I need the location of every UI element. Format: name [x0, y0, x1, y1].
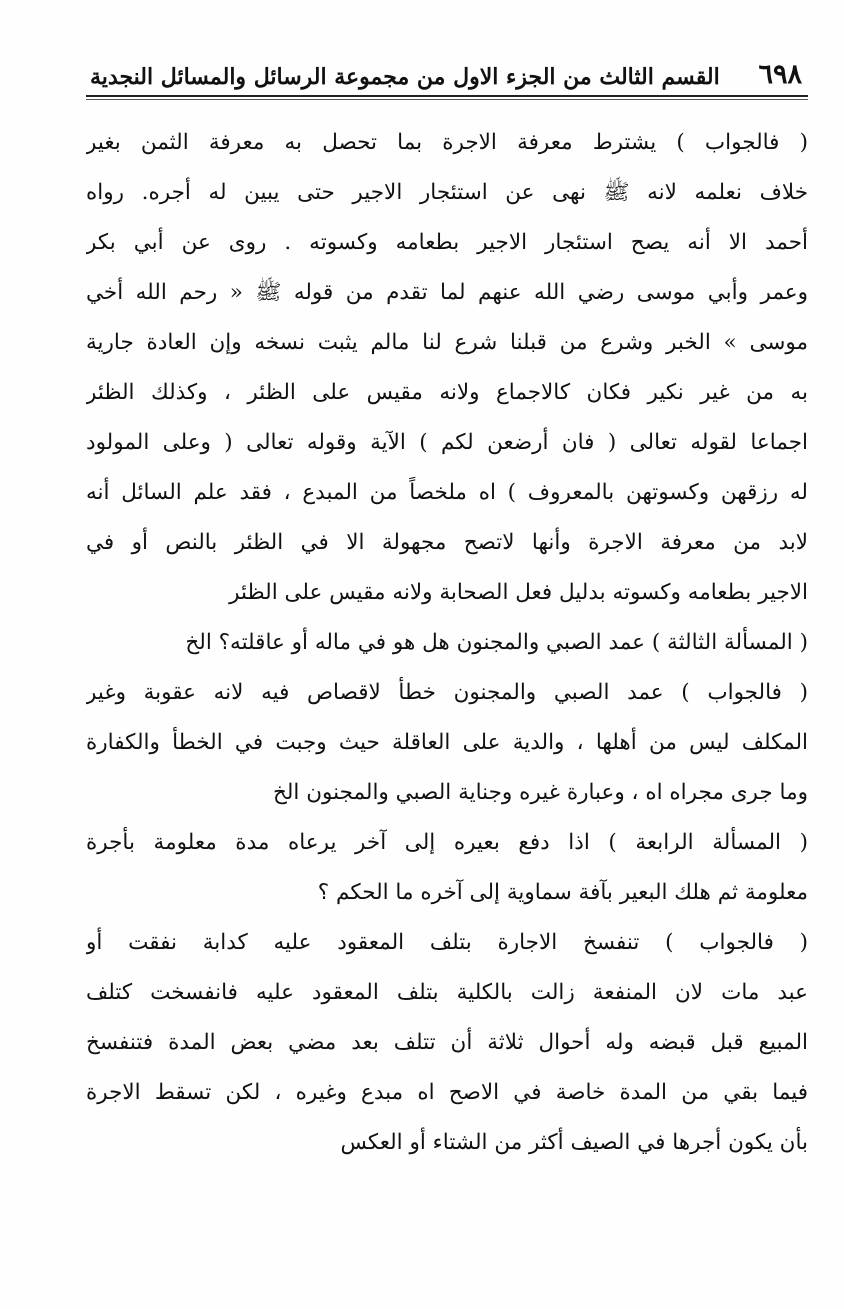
- text-line: له رزقهن وكسوتهن بالمعروف ) اه ملخصاً من المبدع ، فقد علم السائل أنه: [86, 480, 808, 505]
- text-line: عبد مات لان المنفعة زالت بالكلية بتلف المعقود عليه فانفسخت كتلف: [86, 980, 808, 1005]
- text-line: ( فالجواب ) عمد الصبي والمجنون خطأ لاقصاص فيه لانه عقوبة وغير: [86, 680, 808, 705]
- text-line: وعمر وأبي موسى رضي الله عنهم لما تقدم من قوله ﷺ « رحم الله أخي: [86, 280, 808, 305]
- text-line: لابد من معرفة الاجرة وأنها لاتصح مجهولة الا في الظئر بالنص أو في: [86, 530, 808, 555]
- text-line: اجماعا لقوله تعالى ( فان أرضعن لكم ) الآية وقوله تعالى ( وعلى المولود: [86, 430, 808, 455]
- page-number: ٦٩٨: [758, 59, 802, 90]
- question-heading: ( المسألة الثالثة ) عمد الصبي والمجنون هل هو في ماله أو عاقلته؟ الخ: [185, 630, 808, 655]
- text-line: المكلف ليس من أهلها ، والدية على العاقلة حيث وجبت في الخطأ والكفارة: [86, 730, 808, 755]
- page-header: [90, 48, 802, 90]
- header-rule: [86, 95, 808, 97]
- text-line: بأن يكون أجرها في الصيف أكثر من الشتاء أو العكس: [340, 1130, 808, 1155]
- question-heading: ( المسألة الرابعة ) اذا دفع بعيره إلى آخر يرعاه مدة معلومة بأجرة: [86, 830, 808, 855]
- text-line: فيما بقي من المدة خاصة في الاصح اه مبدع وغيره ، لكن تسقط الاجرة: [86, 1080, 808, 1105]
- text-line: أحمد الا أنه يصح استئجار الاجير بطعامه وكسوته . روى عن أبي بكر: [86, 230, 808, 255]
- text-line: موسى » الخبر وشرع من قبلنا شرع لنا مالم يثبت نسخه وإن العادة جارية: [86, 330, 808, 355]
- text-line: ( فالجواب ) تنفسخ الاجارة بتلف المعقود عليه كدابة نفقت أو: [86, 930, 808, 955]
- header-rule-thin: [86, 99, 808, 100]
- text-line: وما جرى مجراه اه ، وعبارة غيره وجناية الصبي والمجنون الخ: [272, 780, 808, 805]
- text-line: ( فالجواب ) يشترط معرفة الاجرة بما تحصل به معرفة الثمن بغير: [86, 130, 808, 155]
- running-title: القسم الثالث من الجزء الاول من مجموعة الرسائل والمسائل النجدية: [90, 64, 720, 90]
- text-line: معلومة ثم هلك البعير بآفة سماوية إلى آخره ما الحكم ؟: [317, 880, 808, 905]
- text-line: المبيع قبل قبضه وله أحوال ثلاثة أن تتلف بعد مضي بعض المدة فتنفسخ: [86, 1030, 808, 1055]
- body-text: [86, 118, 808, 1168]
- text-line: خلاف نعلمه لانه ﷺ نهى عن استئجار الاجير حتى يبين له أجره. رواه: [86, 180, 808, 205]
- text-line: الاجير بطعامه وكسوته بدليل فعل الصحابة ولانه مقيس على الظئر: [229, 580, 808, 605]
- text-line: به من غير نكير فكان كالاجماع ولانه مقيس على الظئر ، وكذلك الظئر: [86, 380, 808, 405]
